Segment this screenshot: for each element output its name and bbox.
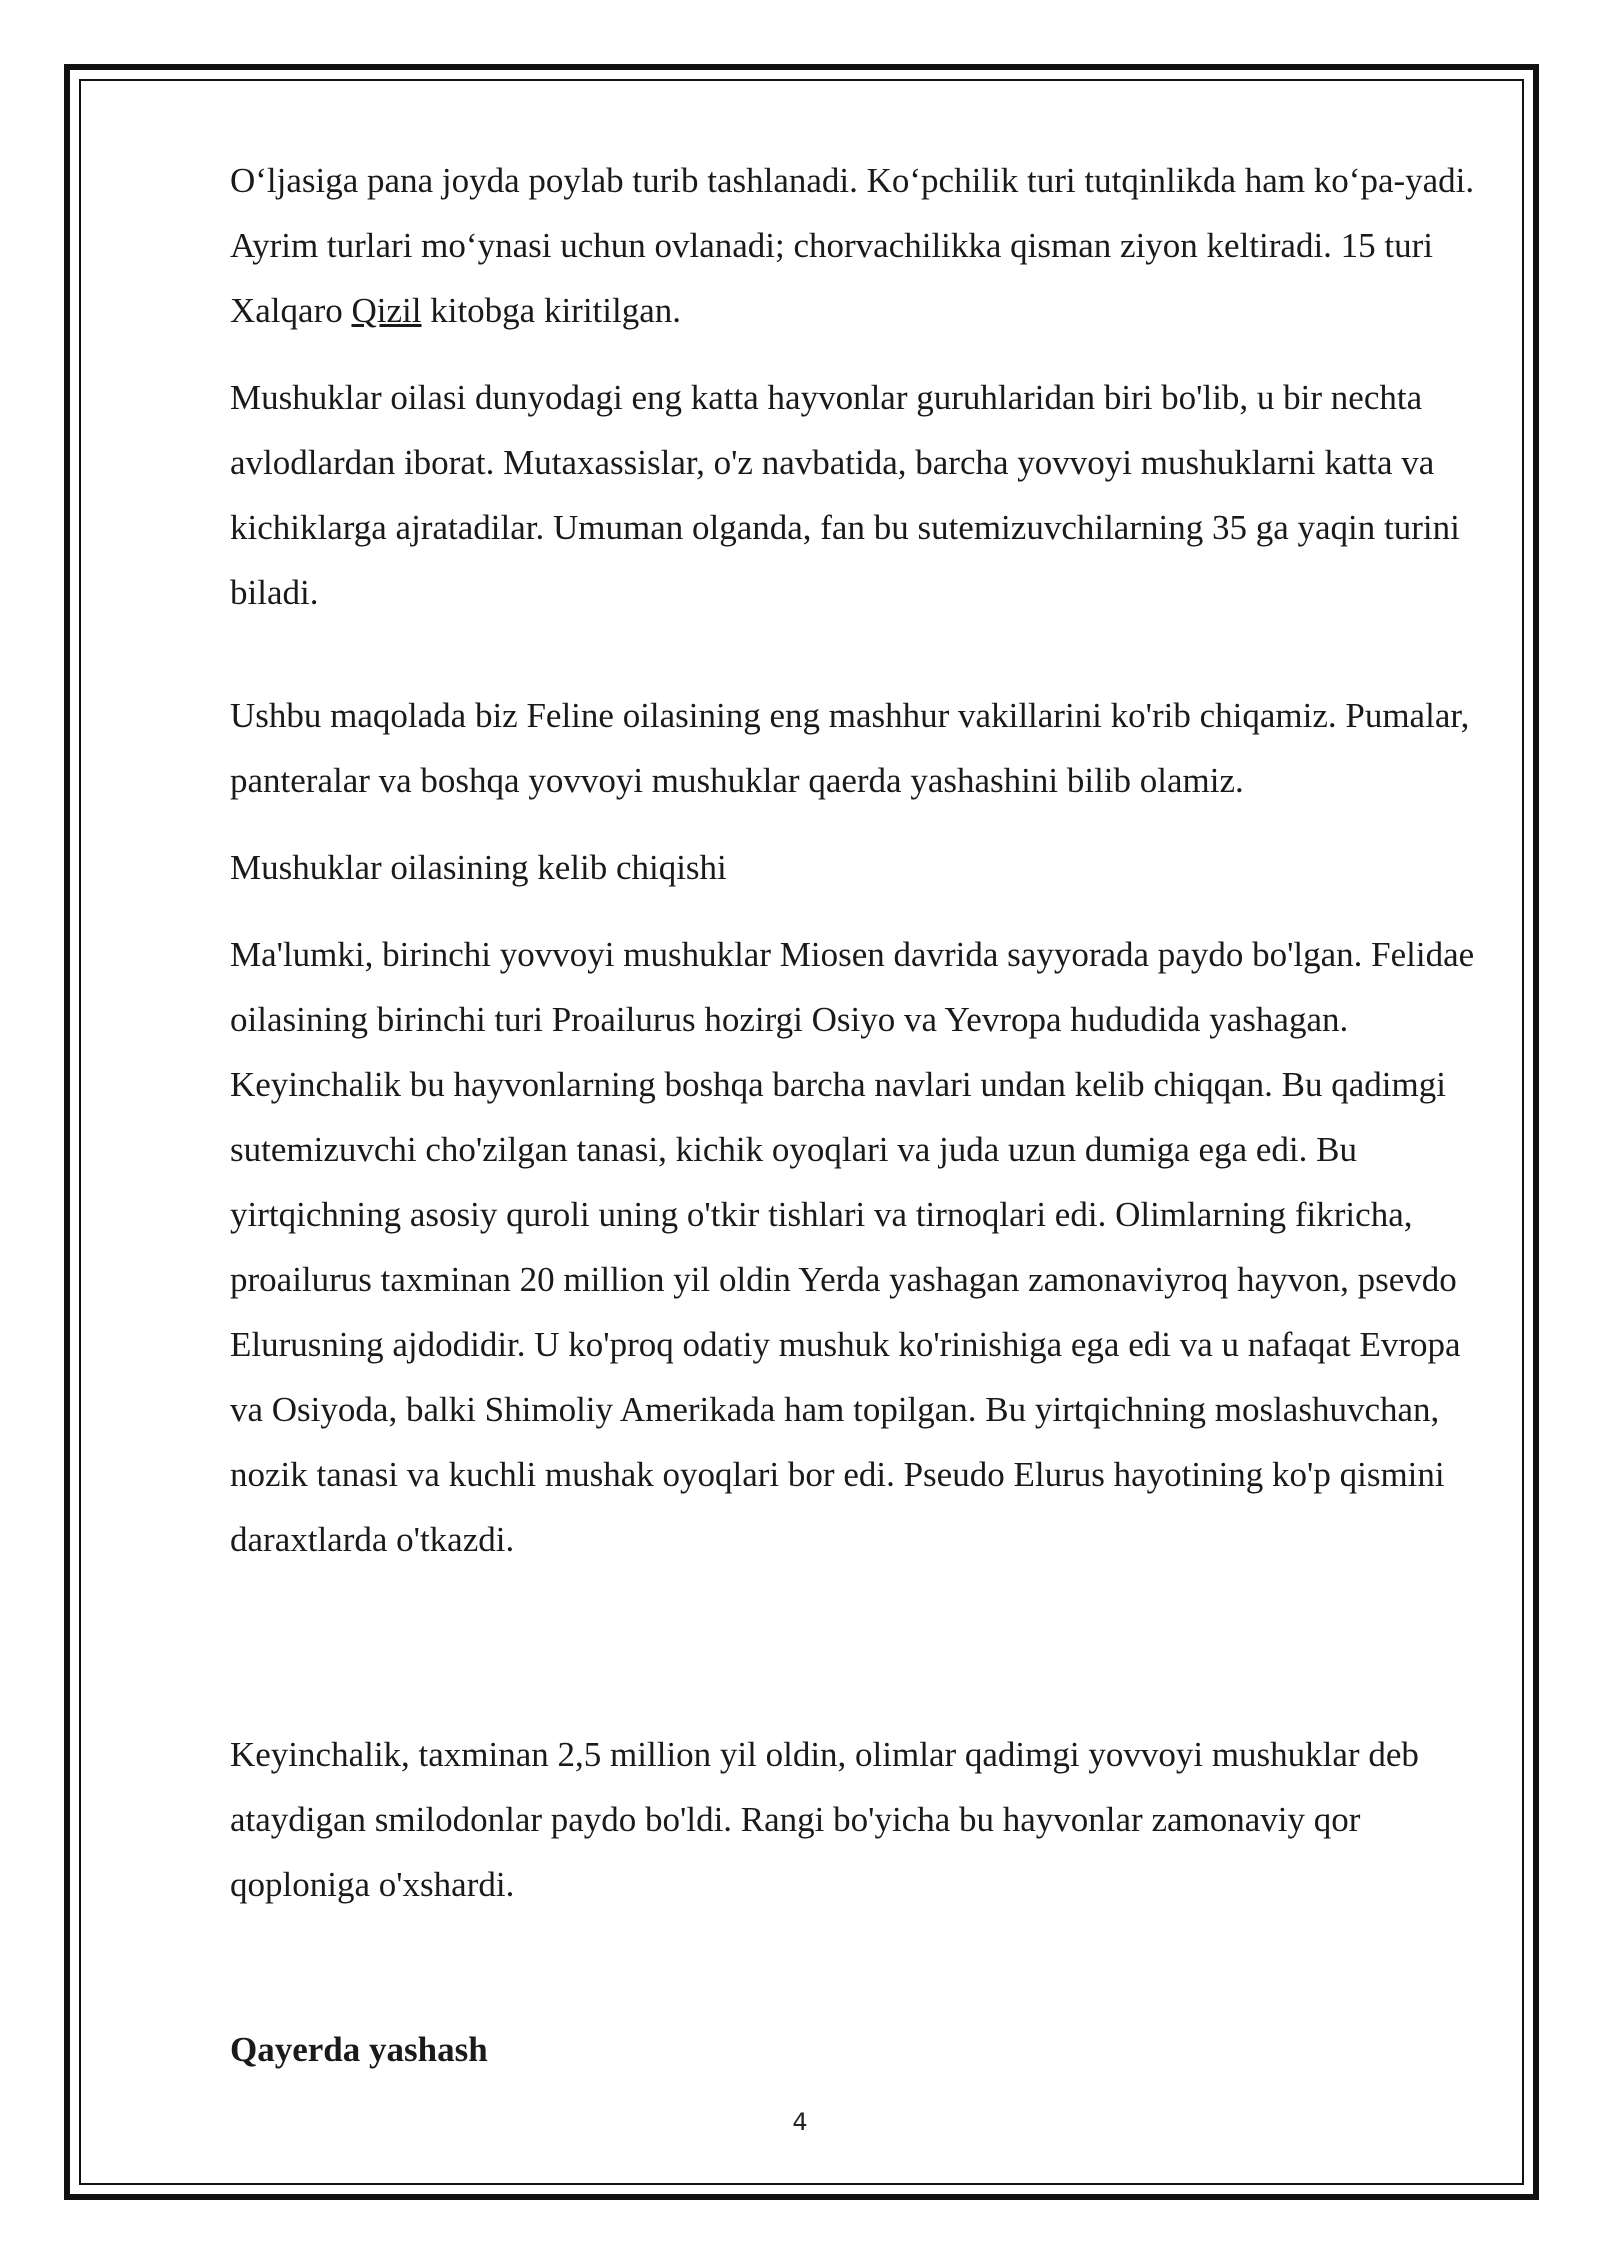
spacer	[230, 1572, 1490, 1722]
section-heading: Qayerda yashash	[230, 2030, 488, 2069]
qizil-link[interactable]: Qizil	[351, 291, 422, 330]
paragraph-2: Mushuklar oilasi dunyodagi eng katta hayvonlar guruhlaridan biri bo'lib, u bir nechta avlodlardan iborat. Mutaxassislar, o'z navbatida, barcha yovvoyi mushuklarni katta va kichiklarga ajratadilar. Umuman olganda, fan bu sutemizuvchilarning 35 ga yaqin turini biladi.	[230, 378, 1460, 612]
spacer	[230, 813, 1490, 835]
spacer	[230, 625, 1490, 683]
paragraph-5: Keyinchalik, taxminan 2,5 million yil oldin, olimlar qadimgi yovvoyi mushuklar deb ataydigan smilodonlar paydo bo'ldi. Rangi bo'yicha bu hayvonlar zamonaviy qor qoploniga o'xshardi.	[230, 1735, 1419, 1904]
paragraph-1	[230, 148, 1490, 343]
paragraph-1-text-end: kitobga kiritilgan.	[421, 291, 682, 330]
page-content	[230, 148, 1490, 2082]
spacer	[230, 343, 1490, 365]
spacer	[230, 1917, 1490, 2017]
paragraph-1-text-start: O‘ljasiga pana joyda poylab turib tashlanadi. Ko‘pchilik turi tutqinlikda ham ko‘pa-yadi. Ayrim turlari mo‘ynasi uchun ovlanadi; chorvachilikka qisman ziyon keltiradi. 15 turi Xalqaro	[230, 161, 1475, 330]
paragraph-3: Ushbu maqolada biz Feline oilasining eng mashhur vakillarini ko'rib chiqamiz. Pumalar, panteralar va boshqa yovvoyi mushuklar qaerda yashashini bilib olamiz.	[230, 696, 1470, 800]
section-subheading: Mushuklar oilasining kelib chiqishi	[230, 848, 727, 887]
spacer	[230, 900, 1490, 922]
page-number: 4	[792, 2108, 808, 2136]
paragraph-4: Ma'lumki, birinchi yovvoyi mushuklar Miosen davrida sayyorada paydo bo'lgan. Felidae oilasining birinchi turi Proailurus hozirgi Osiyo va Yevropa hududida yashagan. Keyinchalik bu hayvonlarning boshqa barcha navlari undan kelib chiqqan. Bu qadimgi sutemizuvchi cho'zilgan tanasi, kichik oyoqlari va juda uzun dumiga ega edi. Bu yirtqichning asosiy quroli uning o'tkir tishlari va tirnoqlari edi. Olimlarning fikricha, proailurus taxminan 20 million yil oldin Yerda yashagan zamonaviyroq hayvon, psevdo Elurusning ajdodidir. U ko'proq odatiy mushuk ko'rinishiga ega edi va u nafaqat Evropa va Osiyoda, balki Shimoliy Amerikada ham topilgan. Bu yirtqichning moslashuvchan, nozik tanasi va kuchli mushak oyoqlari bor edi. Pseudo Elurus hayotining ko'p qismini daraxtlarda o'tkazdi.	[230, 935, 1475, 1559]
